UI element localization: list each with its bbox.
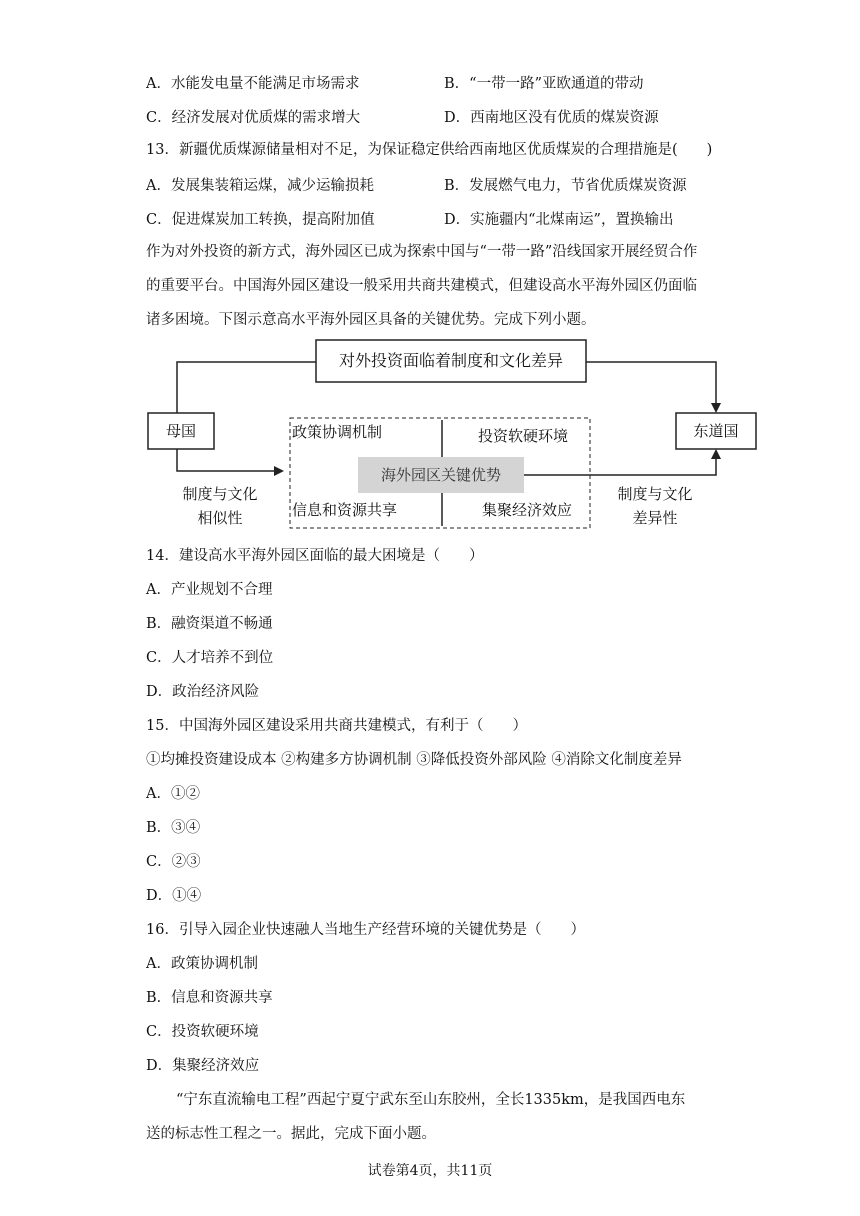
q16-option-a: A．政策协调机制 [146,956,258,972]
q14-option-b: B．融资渠道不畅通 [146,616,273,632]
diagram-center-label: 海外园区关键优势 [380,466,501,484]
home-country-box: 母国 [165,422,196,440]
diagram-bottom-left-label: 信息和资源共享 [292,501,398,519]
q12-option-b: B．“一带一路”亚欧通道的带动 [444,76,644,92]
q16-option-c: C．投资软硬环境 [146,1024,259,1040]
q13-option-a: A．发展集装箱运煤，减少运输损耗 [146,178,374,194]
q13-stem: 13．新疆优质煤源储量相对不足，为保证稳定供给西南地区优质煤炭的合理措施是( ) [146,142,713,158]
q15-items: ①均摊投资建设成本 ②构建多方协调机制 ③降低投资外部风险 ④消除文化制度差异 [146,752,682,768]
q15-option-b: B．③④ [146,820,201,836]
host-country-box: 东道国 [693,422,739,440]
left-label-line-1: 制度与文化 [182,485,258,503]
q12-options-row-2 [146,106,766,126]
q15-stem: 15．中国海外园区建设采用共商共建模式，有利于（ ） [146,718,527,734]
q13-option-b: B．发展燃气电力，节省优质煤炭资源 [444,178,687,194]
passage2-line-2: 送的标志性工程之一。据此，完成下面小题。 [146,1126,436,1142]
q14-option-c: C．人才培养不到位 [146,650,274,666]
q12-option-d: D．西南地区没有优质的煤炭资源 [444,110,659,126]
q14-option-d: D．政治经济风险 [146,684,260,700]
q14-option-a: A．产业规划不合理 [146,582,273,598]
q13-options-row-1 [146,174,766,194]
q15-option-a: A．①② [146,786,200,802]
q15-option-d: D．①④ [146,888,202,904]
q12-option-c: C．经济发展对优质煤的需求增大 [146,110,361,126]
page-footer: 试卷第4页，共11页 [367,1163,493,1179]
q13-option-d: D．实施疆内“北煤南运”，置换输出 [444,212,674,228]
q12-option-a: A．水能发电量不能满足市场需求 [146,76,360,92]
q15-option-c: C．②③ [146,854,201,870]
diagram-top-right-label: 投资软硬环境 [478,427,569,445]
intro-line-1: 作为对外投资的新方式，海外园区已成为探索中国与“一带一路”沿线国家开展经贸合作 [146,244,698,260]
left-label-line-2: 相似性 [197,509,243,527]
q14-stem: 14．建设高水平海外园区面临的最大困境是（ ） [146,548,484,564]
q16-option-b: B．信息和资源共享 [146,990,273,1006]
q16-option-d: D．集聚经济效应 [146,1058,260,1074]
overseas-park-diagram [140,338,760,534]
diagram-top-box: 对外投资面临着制度和文化差异 [338,351,563,370]
passage2-line-1: “宁东直流输电工程”西起宁夏宁武东至山东胶州，全长1335km，是我国西电东 [176,1092,686,1108]
q13-option-c: C．促进煤炭加工转换，提高附加值 [146,212,375,228]
diagram-top-left-label: 政策协调机制 [292,423,383,441]
intro-line-2: 的重要平台。中国海外园区建设一般采用共商共建模式，但建设高水平海外园区仍面临 [146,278,697,294]
right-label-line-1: 制度与文化 [617,485,693,503]
q16-stem: 16．引导入园企业快速融人当地生产经营环境的关键优势是（ ） [146,922,585,938]
diagram-bottom-right-label: 集聚经济效应 [482,501,573,519]
q12-options-row-1 [146,72,766,92]
q13-options-row-2 [146,208,766,228]
right-label-line-2: 差异性 [632,509,678,527]
intro-line-3: 诸多困境。下图示意高水平海外园区具备的关键优势。完成下列小题。 [146,312,596,328]
